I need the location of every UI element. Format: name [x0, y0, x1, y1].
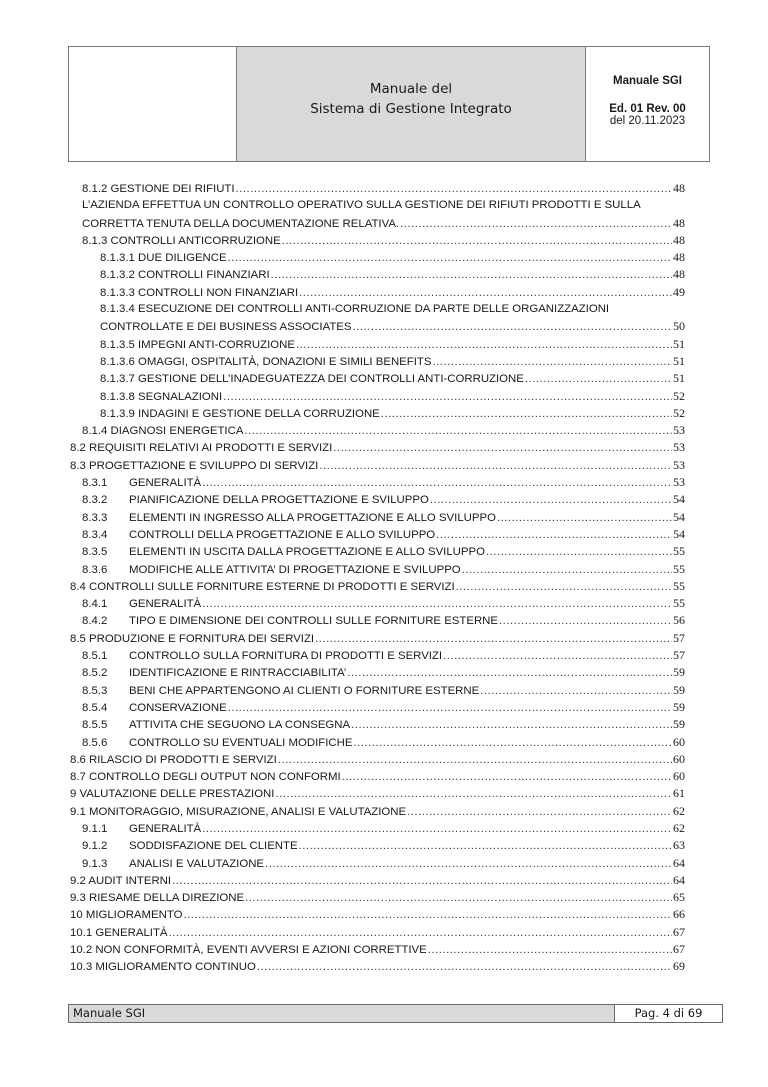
toc-dot-leader: [499, 613, 672, 630]
toc-entry-title: 10.2 NON CONFORMITÀ, EVENTI AVVERSI E AZIONI CORRETTIVE: [70, 944, 427, 957]
toc-entry[interactable]: [70, 889, 685, 906]
toc-entry-page: 48: [673, 215, 685, 230]
toc-entry[interactable]: [70, 578, 685, 595]
toc-entry-title: CONTROLLO SU EVENTUALI MODIFICHE: [129, 736, 353, 749]
toc-entry[interactable]: [70, 353, 685, 370]
toc-entry[interactable]: [70, 716, 685, 733]
toc-entry[interactable]: [70, 820, 685, 837]
toc-entry-title: 8.3 PROGETTAZIONE E SVILUPPO DI SERVIZI: [70, 459, 319, 472]
toc-dot-leader: [436, 527, 672, 544]
toc-dot-leader: [183, 907, 672, 924]
toc-entry-page: 54: [673, 509, 685, 524]
toc-entry-page: 57: [673, 630, 685, 645]
document-title-line2: Sistema di Gestione Integrato: [310, 101, 512, 117]
toc-entry-number: 9.1.3: [82, 857, 108, 870]
toc-entry-page: 67: [673, 924, 685, 939]
toc-dot-leader: [296, 337, 672, 354]
toc-entry[interactable]: [70, 266, 685, 283]
toc-entry[interactable]: [70, 284, 685, 301]
toc-entry-title: TIPO E DIMENSIONE DEI CONTROLLI SULLE FORNITURE ESTERNE: [129, 615, 498, 628]
toc-entry-page: 52: [673, 388, 685, 403]
toc-entry-page: 48: [673, 181, 685, 195]
toc-entry-page: 63: [673, 838, 685, 853]
toc-dot-leader: [456, 579, 672, 596]
toc-entry-number: 8.4.2: [82, 615, 108, 628]
toc-dot-leader: [333, 440, 672, 457]
toc-dot-leader: [299, 285, 672, 302]
toc-entry-title: 10 MIGLIORAMENTO: [70, 909, 183, 922]
toc-entry[interactable]: [70, 734, 685, 751]
toc-entry-title: MODIFICHE ALLE ATTIVITA’ DI PROGETTAZIONE E SVILUPPO: [129, 563, 461, 576]
toc-entry-page: 50: [673, 319, 685, 334]
toc-dot-leader: [428, 942, 672, 959]
toc-entry[interactable]: [70, 543, 685, 560]
toc-entry-title: 9 VALUTAZIONE DELLE PRESTAZIONI: [70, 788, 275, 801]
toc-entry-page: 54: [673, 492, 685, 507]
footer-page-number: Pag. 4 di 69: [634, 1006, 703, 1020]
toc-dot-leader: [480, 683, 672, 700]
toc-entry-title: 8.1.3.5 IMPEGNI ANTI-CORRUZIONE: [100, 338, 295, 351]
toc-entry-page: 55: [673, 596, 685, 611]
toc-entry-title: GENERALITÀ: [129, 598, 202, 611]
toc-entry-title: 8.1.3.7 GESTIONE DELL’INADEGUATEZZA DEI CONTROLLI ANTI-CORRUZIONE: [100, 373, 524, 386]
toc-entry[interactable]: [70, 370, 685, 387]
toc-entry-title: 8.1.3 CONTROLLI ANTICORRUZIONE: [82, 234, 281, 247]
revision-cell: [586, 47, 709, 161]
toc-dot-leader: [319, 458, 672, 475]
toc-entry[interactable]: [70, 422, 685, 439]
toc-dot-leader: [202, 821, 672, 838]
toc-entry-title: 8.2 REQUISITI RELATIVI AI PRODOTTI E SERVIZI: [70, 442, 333, 455]
toc-entry-number: 8.3.3: [82, 511, 108, 524]
toc-entry-title: 9.2 AUDIT INTERNI: [70, 874, 172, 887]
toc-entry[interactable]: [70, 215, 685, 232]
toc-entry-title: 8.7 CONTROLLO DEGLI OUTPUT NON CONFORMI: [70, 771, 341, 784]
toc-entry[interactable]: [70, 197, 685, 214]
toc-dot-leader: [202, 596, 672, 613]
toc-entry-number: 9.1.2: [82, 840, 108, 853]
toc-entry-title: IDENTIFICAZIONE E RINTRACCIABILITA’: [129, 667, 347, 680]
toc-entry[interactable]: [70, 924, 685, 941]
toc-dot-leader: [169, 925, 673, 942]
toc-dot-leader: [299, 838, 672, 855]
table-of-contents: [70, 180, 685, 976]
toc-entry-number: 8.3.5: [82, 546, 108, 559]
toc-entry-title: 8.6 RILASCIO DI PRODOTTI E SERVIZI: [70, 753, 277, 766]
toc-entry-page: 51: [673, 336, 685, 351]
toc-entry-title: 10.3 MIGLIORAMENTO CONTINUO: [70, 961, 256, 974]
toc-dot-leader: [172, 873, 672, 890]
toc-entry-page: 60: [673, 769, 685, 784]
toc-entry[interactable]: [70, 837, 685, 854]
toc-entry[interactable]: [70, 336, 685, 353]
toc-entry-page: 59: [673, 665, 685, 680]
toc-entry-page: 55: [673, 561, 685, 576]
toc-entry-page: 61: [673, 786, 685, 801]
toc-entry-page: 59: [673, 682, 685, 697]
toc-entry-title: PIANIFICAZIONE DELLA PROGETTAZIONE E SVILUPPO: [129, 494, 429, 507]
toc-entry[interactable]: [70, 318, 685, 335]
toc-entry-title: 8.5 PRODUZIONE E FORNITURA DEI SERVIZI: [70, 632, 315, 645]
toc-dot-leader: [497, 510, 672, 527]
toc-entry-page: 48: [673, 267, 685, 282]
toc-entry-page: 51: [673, 371, 685, 386]
toc-dot-leader: [282, 233, 672, 250]
toc-entry[interactable]: [70, 803, 685, 820]
toc-dot-leader: [228, 700, 672, 717]
toc-entry-page: 59: [673, 717, 685, 732]
toc-dot-leader: [271, 267, 672, 284]
document-title-line1: Manuale del: [369, 81, 453, 97]
toc-entry[interactable]: [70, 439, 685, 456]
toc-entry-title: GENERALITÀ: [129, 477, 202, 490]
toc-dot-leader: [353, 735, 672, 752]
toc-entry[interactable]: [70, 180, 685, 197]
edition-revision: Ed. 01 Rev. 00: [609, 103, 686, 115]
toc-entry-title: ELEMENTI IN INGRESSO ALLA PROGETTAZIONE E ALLO SVILUPPO: [129, 511, 496, 524]
toc-dot-leader: [351, 717, 672, 734]
document-header: [68, 46, 710, 162]
toc-entry-number: 8.5.2: [82, 667, 108, 680]
toc-dot-leader: [400, 216, 672, 233]
toc-entry[interactable]: [70, 699, 685, 716]
toc-entry-title: 8.4 CONTROLLI SULLE FORNITURE ESTERNE DI PRODOTTI E SERVIZI: [70, 580, 455, 593]
toc-entry-page: 53: [673, 475, 685, 490]
toc-dot-leader: [443, 648, 672, 665]
toc-entry-title: 8.1.2 GESTIONE DEI RIFIUTI: [82, 183, 235, 195]
toc-entry[interactable]: [70, 630, 685, 647]
toc-dot-leader: [525, 371, 672, 388]
toc-entry-number: 8.3.4: [82, 528, 108, 541]
toc-entry[interactable]: [70, 958, 685, 975]
toc-dot-leader: [315, 631, 672, 648]
toc-entry-title: BENI CHE APPARTENGONO AI CLIENTI O FORNITURE ESTERNE: [129, 684, 480, 697]
toc-entry-page: 62: [673, 803, 685, 818]
toc-entry[interactable]: [70, 941, 685, 958]
toc-entry-page: 56: [673, 613, 685, 628]
toc-dot-leader: [265, 856, 672, 873]
document-footer: [68, 1004, 723, 1023]
toc-entry[interactable]: [70, 906, 685, 923]
toc-entry-number: 8.5.5: [82, 719, 108, 732]
toc-entry-page: 64: [673, 872, 685, 887]
toc-entry-title: CONSERVAZIONE: [129, 701, 227, 714]
toc-entry-title: ANALISI E VALUTAZIONE: [129, 857, 265, 870]
footer-doc-name: Manuale SGI: [69, 1005, 615, 1022]
toc-entry-title: 8.1.3.6 OMAGGI, OSPITALITÀ, DONAZIONI E SIMILI BENEFITS: [100, 355, 432, 368]
toc-entry-title: 8.1.3.2 CONTROLLI FINANZIARI: [100, 269, 270, 282]
toc-entry-title: L’AZIENDA EFFETTUA UN CONTROLLO OPERATIVO SULLA GESTIONE DEI RIFIUTI PRODOTTI E SULLA: [82, 199, 641, 212]
toc-dot-leader: [236, 181, 672, 198]
toc-entry[interactable]: [70, 855, 685, 872]
toc-dot-leader: [275, 786, 672, 803]
toc-entry[interactable]: [70, 509, 685, 526]
toc-dot-leader: [244, 423, 672, 440]
toc-dot-leader: [486, 544, 672, 561]
toc-dot-leader: [245, 890, 672, 907]
toc-entry-title: 8.1.3.1 DUE DILIGENCE: [100, 252, 227, 265]
toc-dot-leader: [462, 562, 672, 579]
toc-entry[interactable]: [70, 751, 685, 768]
toc-entry-page: 57: [673, 648, 685, 663]
toc-entry-title: CORRETTA TENUTA DELLA DOCUMENTAZIONE RELATIVA.: [82, 217, 400, 230]
toc-entry[interactable]: [70, 474, 685, 491]
toc-entry-title: ELEMENTI IN USCITA DALLA PROGETTAZIONE E ALLO SVILUPPO: [129, 546, 485, 559]
toc-entry-page: 53: [673, 440, 685, 455]
toc-entry-title: GENERALITÀ: [129, 822, 202, 835]
toc-entry-page: 67: [673, 942, 685, 957]
toc-entry-title: 8.1.3.9 INDAGINI E GESTIONE DELLA CORRUZIONE: [100, 407, 380, 420]
toc-entry-page: 53: [673, 423, 685, 438]
toc-dot-leader: [432, 354, 672, 371]
toc-entry-page: 55: [673, 578, 685, 593]
toc-entry[interactable]: [70, 872, 685, 889]
toc-entry-title: 8.1.4 DIAGNOSI ENERGETICA: [82, 425, 244, 438]
toc-entry[interactable]: [70, 785, 685, 802]
toc-entry-page: 69: [673, 959, 685, 974]
toc-entry-page: 60: [673, 734, 685, 749]
toc-entry-number: 8.3.2: [82, 494, 108, 507]
revision-date: del 20.11.2023: [609, 115, 686, 127]
toc-entry[interactable]: [70, 664, 685, 681]
toc-entry[interactable]: [70, 301, 685, 318]
toc-entry-number: 8.3.6: [82, 563, 108, 576]
toc-entry-page: 53: [673, 457, 685, 472]
toc-entry-number: 8.5.6: [82, 736, 108, 749]
toc-entry-number: 8.5.4: [82, 701, 108, 714]
toc-entry-page: 64: [673, 855, 685, 870]
toc-entry-page: 59: [673, 699, 685, 714]
toc-entry-number: 9.1.1: [82, 822, 108, 835]
toc-entry-title: CONTROLLI DELLA PROGETTAZIONE E ALLO SVILUPPO: [129, 528, 436, 541]
document-code: Manuale SGI: [612, 75, 683, 87]
toc-entry-title: CONTROLLATE E DEI BUSINESS ASSOCIATES: [100, 321, 352, 334]
toc-entry-page: 51: [673, 353, 685, 368]
toc-entry-number: 8.5.3: [82, 684, 108, 697]
toc-dot-leader: [407, 804, 672, 821]
toc-entry[interactable]: [70, 249, 685, 266]
logo-cell: [69, 47, 237, 161]
toc-entry-title: CONTROLLO SULLA FORNITURA DI PRODOTTI E SERVIZI: [129, 650, 443, 663]
toc-entry[interactable]: [70, 457, 685, 474]
toc-entry[interactable]: [70, 595, 685, 612]
toc-entry[interactable]: [70, 526, 685, 543]
toc-entry-page: 55: [673, 544, 685, 559]
toc-entry[interactable]: [70, 232, 685, 249]
toc-entry[interactable]: [70, 405, 685, 422]
toc-entry-title: 9.1 MONITORAGGIO, MISURAZIONE, ANALISI E VALUTAZIONE: [70, 805, 407, 818]
toc-entry-title: 9.3 RIESAME DELLA DIREZIONE: [70, 892, 245, 905]
toc-entry-title: 10.1 GENERALITÀ: [70, 926, 168, 939]
toc-entry-title: 8.1.3.8 SEGNALAZIONI: [100, 390, 223, 403]
toc-dot-leader: [353, 319, 673, 336]
toc-entry[interactable]: [70, 561, 685, 578]
toc-entry-number: 8.4.1: [82, 598, 108, 611]
toc-entry-page: 62: [673, 820, 685, 835]
title-cell: [237, 47, 586, 161]
toc-entry-page: 54: [673, 526, 685, 541]
toc-entry-page: 49: [673, 284, 685, 299]
toc-entry-page: 52: [673, 405, 685, 420]
toc-entry[interactable]: [70, 768, 685, 785]
toc-dot-leader: [228, 250, 672, 267]
toc-entry-page: 48: [673, 232, 685, 247]
toc-entry-number: 8.3.1: [82, 477, 108, 490]
toc-entry[interactable]: [70, 612, 685, 629]
toc-entry-page: 48: [673, 250, 685, 265]
toc-dot-leader: [223, 389, 672, 406]
toc-entry[interactable]: [70, 647, 685, 664]
toc-dot-leader: [342, 769, 672, 786]
toc-entry-title: 8.1.3.4 ESECUZIONE DEI CONTROLLI ANTI-CORRUZIONE DA PARTE DELLE ORGANIZZAZIONI: [100, 303, 610, 316]
toc-entry-title: SODDISFAZIONE DEL CLIENTE: [129, 840, 298, 853]
toc-dot-leader: [278, 752, 672, 769]
toc-entry[interactable]: [70, 491, 685, 508]
toc-entry[interactable]: [70, 682, 685, 699]
toc-dot-leader: [430, 492, 672, 509]
toc-entry[interactable]: [70, 388, 685, 405]
toc-entry-number: 8.5.1: [82, 650, 108, 663]
toc-entry-title: ATTIVITA CHE SEGUONO LA CONSEGNA: [129, 719, 351, 732]
toc-dot-leader: [257, 959, 672, 976]
toc-entry-page: 66: [673, 907, 685, 922]
toc-dot-leader: [381, 406, 672, 423]
toc-dot-leader: [202, 475, 672, 492]
toc-entry-page: 65: [673, 890, 685, 905]
toc-entry-page: 60: [673, 751, 685, 766]
toc-entry-title: 8.1.3.3 CONTROLLI NON FINANZIARI: [100, 286, 299, 299]
toc-dot-leader: [347, 665, 672, 682]
